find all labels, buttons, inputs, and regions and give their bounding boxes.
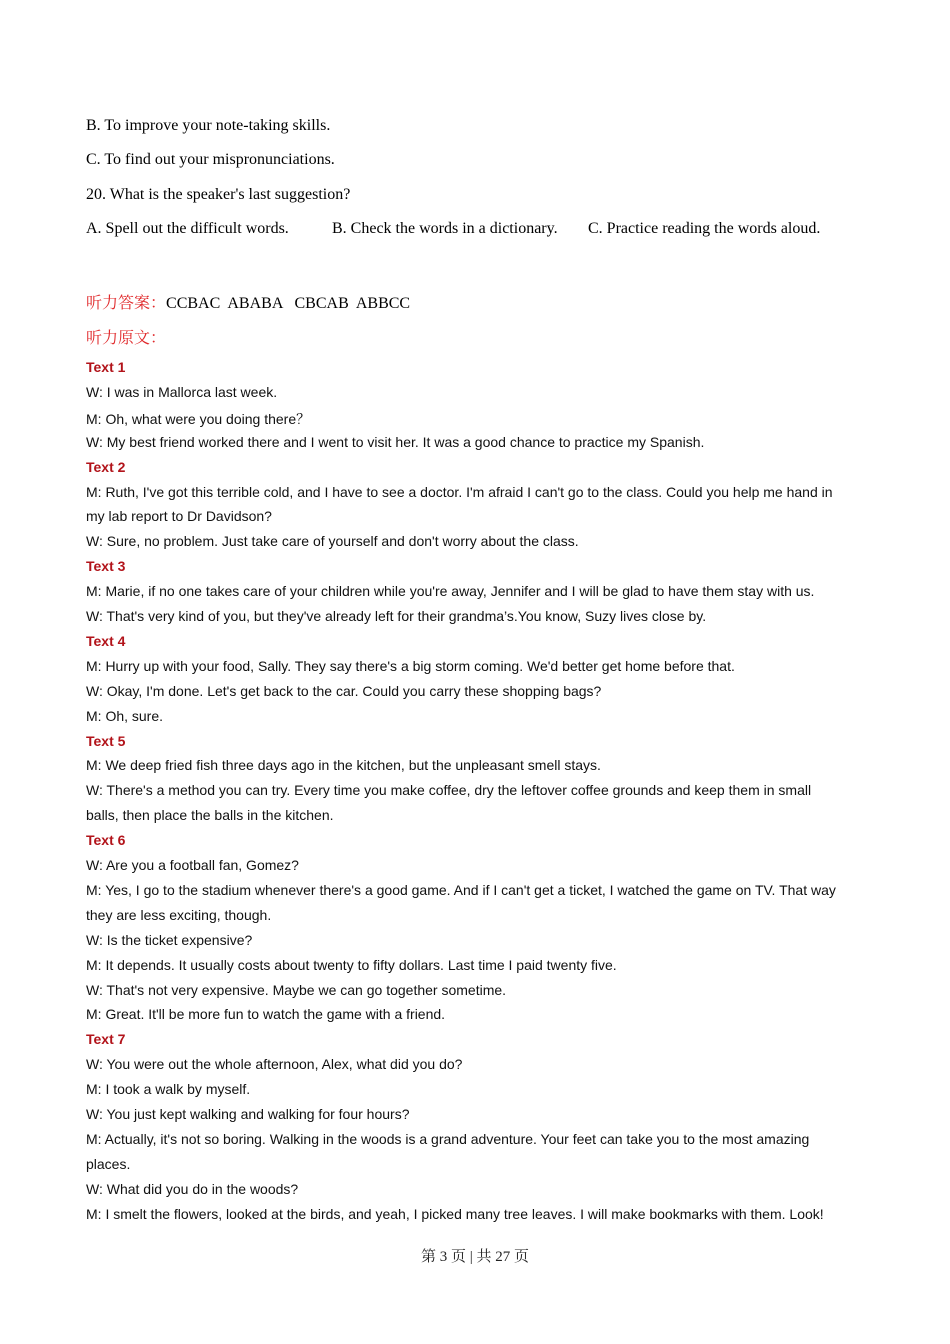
transcript-line: balls, then place the balls in the kitchen.: [86, 807, 334, 824]
transcript-heading: Text 4: [86, 632, 126, 649]
question-19-option-b: B. To improve your note-taking skills.: [86, 117, 331, 134]
transcript-label: 听力原文：: [86, 330, 167, 347]
transcript-line: they are less exciting, though.: [86, 906, 272, 923]
transcript-line: W: Is the ticket expensive?: [86, 931, 253, 948]
question-20-option-a: A. Spell out the difficult words.: [86, 220, 289, 237]
transcript-line: W: There's a method you can try. Every time you make coffee, dry the leftover coffee grounds and keep them in small: [86, 782, 812, 799]
question-20-stem: 20. What is the speaker's last suggestion?: [86, 186, 351, 203]
transcript-line: my lab report to Dr Davidson?: [86, 508, 272, 525]
transcript-heading: Text 5: [86, 732, 126, 749]
transcript-line: M: Oh, what were you doing there？: [86, 410, 311, 427]
transcript-line: M: We deep fried fish three days ago in the kitchen, but the unpleasant smell stays.: [86, 757, 601, 774]
transcript-line: M: Ruth, I've got this terrible cold, and I have to see a doctor. I'm afraid I can't go to the class. Could you help me hand in: [86, 483, 833, 500]
question-19-option-c: C. To find out your mispronunciations.: [86, 151, 335, 168]
transcript-line: M: Oh, sure.: [86, 707, 164, 724]
transcript-heading: Text 3: [86, 558, 126, 575]
question-20-option-b: B. Check the words in a dictionary.: [332, 220, 558, 237]
transcript-line: M: I smelt the flowers, looked at the birds, and yeah, I picked many tree leaves. I will make bookmarks with them. Look!: [86, 1205, 824, 1222]
transcript-line: M: Marie, if no one takes care of your children while you're away, Jennifer and I will be glad to have them stay with us.: [86, 583, 815, 600]
transcript-line: W: That's not very expensive. Maybe we can go together sometime.: [86, 981, 507, 998]
transcript-heading: Text 6: [86, 832, 126, 849]
transcript-line: W: You just kept walking and walking for four hours?: [86, 1106, 410, 1122]
transcript-heading: Text 7: [86, 1031, 126, 1048]
transcript-line: W: What did you do in the woods?: [86, 1180, 299, 1197]
transcript-line: W: My best friend worked there and I went to visit her. It was a good chance to practice my Spanish.: [86, 433, 705, 450]
question-20-option-c: C. Practice reading the words aloud.: [588, 220, 821, 237]
transcript-heading: Text 1: [86, 359, 126, 375]
transcript-line: W: Sure, no problem. Just take care of yourself and don't worry about the class.: [86, 533, 579, 550]
transcript-line: M: I took a walk by myself.: [86, 1081, 251, 1098]
transcript-line: M: It depends. It usually costs about twenty to fifty dollars. Last time I paid twenty five.: [86, 956, 617, 973]
transcript-line: W: You were out the whole afternoon, Alex, what did you do?: [86, 1056, 463, 1073]
transcript-line: W: I was in Mallorca last week.: [86, 383, 278, 400]
transcript-heading: Text 2: [86, 458, 126, 475]
transcript-line: W: Are you a football fan, Gomez?: [86, 857, 299, 873]
transcript-line: W: Okay, I'm done. Let's get back to the car. Could you carry these shopping bags?: [86, 682, 602, 699]
answer-key-label: 听力答案：: [86, 295, 167, 312]
transcript-line: M: Great. It'll be more fun to watch the game with a friend.: [86, 1006, 446, 1023]
transcript-line: M: Yes, I go to the stadium whenever there's a good game. And if I can't get a ticket, I watched the game on TV. That way: [86, 881, 836, 898]
transcript-line: M: Hurry up with your food, Sally. They say there's a big storm coming. We'd better get home before that.: [86, 657, 735, 674]
question-20-options: [86, 220, 820, 238]
transcript-line: W: That's very kind of you, but they've already left for their grandma’s.You know, Suzy lives close by.: [86, 608, 707, 624]
transcript-line: M: Actually, it's not so boring. Walking in the woods is a grand adventure. Your feet can take you to the most amazing: [86, 1130, 810, 1147]
answer-key-value: CCBAC ABABA CBCAB ABBCC: [166, 295, 411, 312]
answer-key: [86, 290, 410, 313]
page-footer: 第 3 页 | 共 27 页: [420, 1249, 529, 1265]
transcript-line: places.: [86, 1155, 131, 1172]
